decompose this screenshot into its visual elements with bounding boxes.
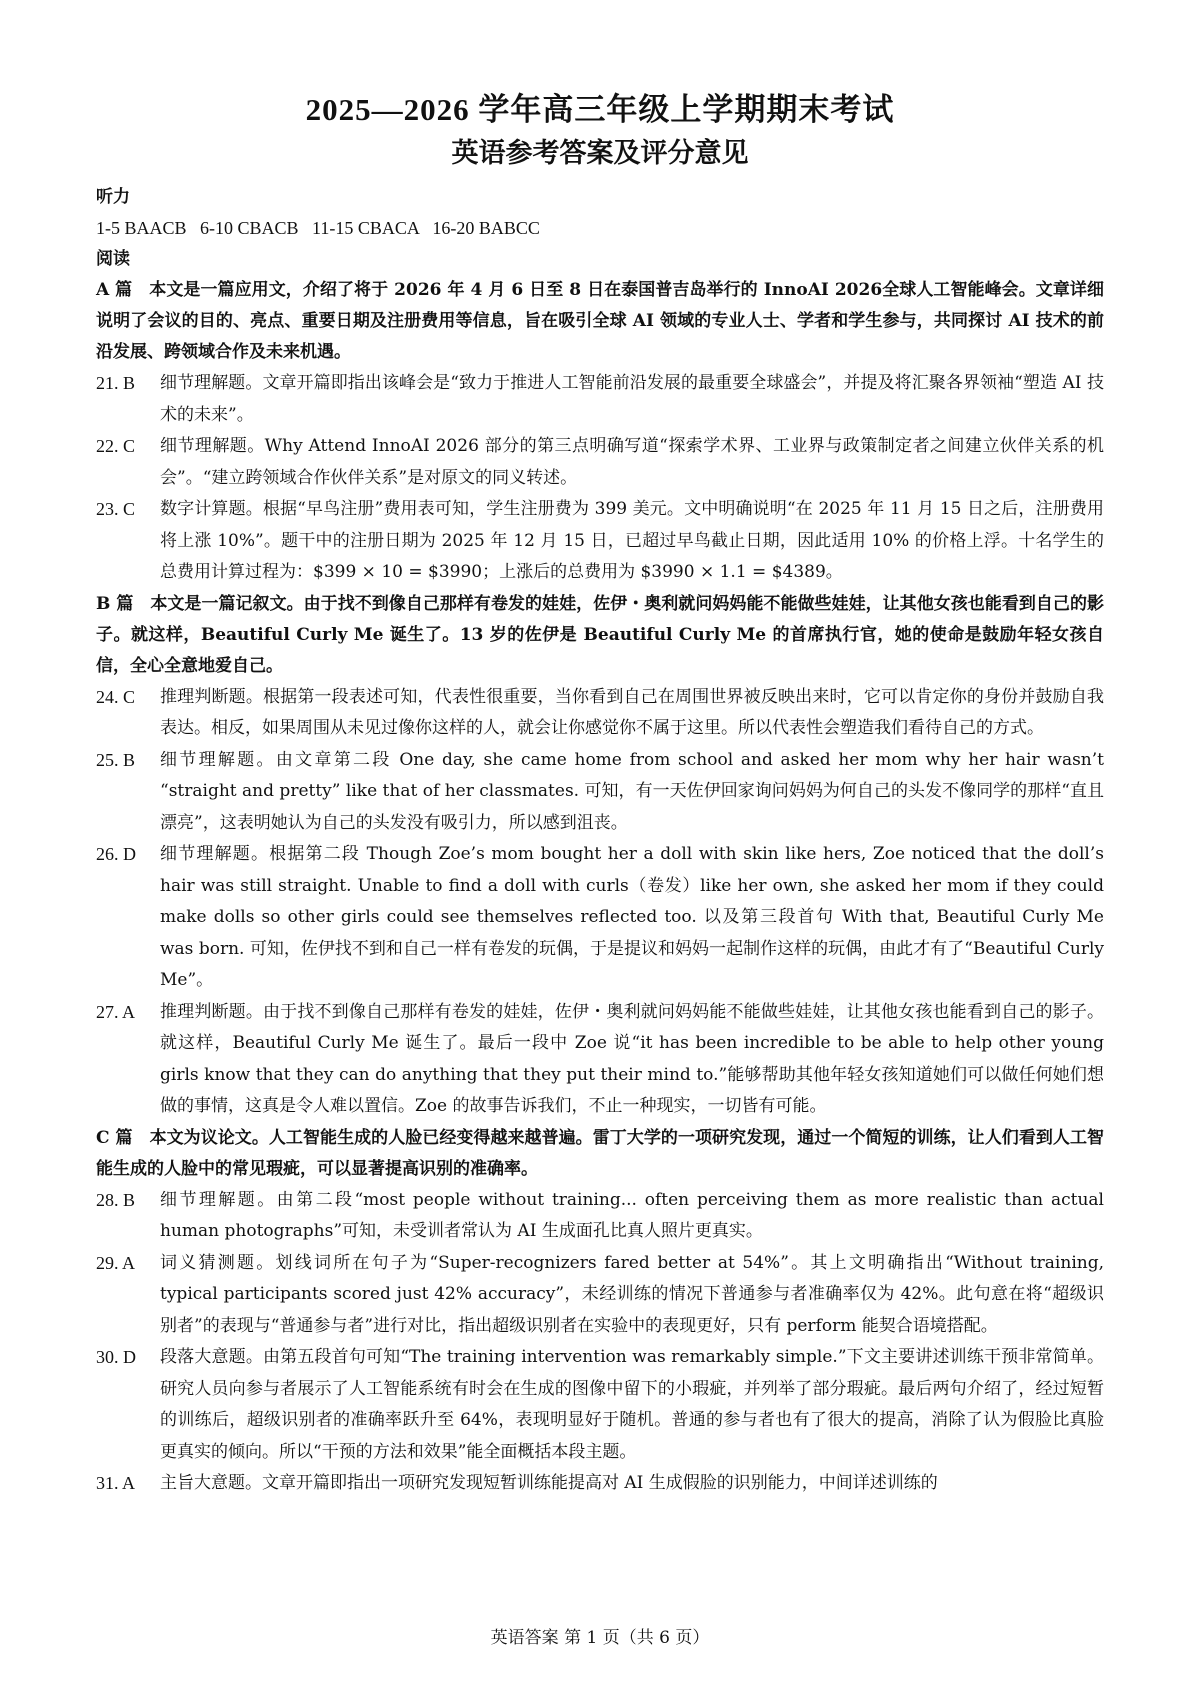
answer-item — [96, 997, 1104, 1123]
answer-number: 24. C — [96, 686, 136, 707]
answer-explanation: 细节理解题。文章开篇即指出该峰会是“致力于推进人工智能前沿发展的最重要全球盛会”，并提及将汇聚各界领袖“塑造 AI 技术的未来”。 — [160, 373, 1104, 425]
answer-item — [96, 1185, 1104, 1248]
answer-number: 31. A — [96, 1473, 136, 1493]
answer-number: 26. D — [96, 844, 136, 864]
answer-explanation: 细节理解题。由第二段“most people without training... often perceiving them as more realistic than actual human photographs”可知，未受训者常认为 AI 生成面孔比真人照片更真实。 — [160, 1189, 1104, 1241]
answer-key-subtitle: 英语参考答案及评分意见 — [451, 138, 749, 169]
answer-number: 23. C — [96, 499, 136, 519]
answer-item — [96, 1342, 1104, 1468]
listening-answers: 1-5 BAACB 6-10 CBACB 11-15 CBACA 16-20 BABCC — [96, 218, 540, 238]
answer-explanation: 细节理解题。根据第二段 Though Zoe’s mom bought her a doll with skin like hers, Zoe noticed that the doll’s hair was still straight. Unable to find a doll with curls（卷发）like her own, she asked her mom if they could make dolls so other girls could see themselves reflected too. 以及第三段首句 With that, Beautiful Curly Me was born. 可知，佐伊找不到和自己一样有卷发的玩偶，于是提议和妈妈一起制作这样的玩偶，由此才有了“Beautiful Curly Me”。 — [160, 844, 1104, 990]
answer-item — [96, 431, 1104, 494]
answer-explanation: 主旨大意题。文章开篇即指出一项研究发现短暂训练能提高对 AI 生成假脸的识别能力，中间详述训练的 — [160, 1473, 938, 1493]
answer-number: 29. A — [96, 1252, 136, 1273]
passage-b-summary: B 篇 本文是一篇记叙文。由于找不到像自己那样有卷发的娃娃，佐伊・奥利就问妈妈能不能做些娃娃，让其他女孩也能看到自己的影子。就这样，Beautiful Curly Me 诞生了。13 岁的佐伊是 Beautiful Curly Me 的首席执行官，她的使命是鼓励年轻女孩自信，全心全意地爱自己。 — [96, 593, 1104, 676]
exam-title: 2025—2026 学年高三年级上学期期末考试 — [305, 92, 895, 127]
passage-c-summary: C 篇 本文为议论文。人工智能生成的人脸已经变得越来越普遍。雷丁大学的一项研究发现，通过一个简短的训练，让人们看到人工智能生成的人脸中的常见瑕疵，可以显著提高识别的准确率。 — [96, 1127, 1104, 1179]
answer-explanation: 词义猜测题。划线词所在句子为“Super-recognizers fared better at 54%”。其上文明确指出“Without training, typical participants scored just 42% accuracy”，未经训练的情况下普通参与者准确率仅为 42%。此句意在将“超级识别者”的表现与“普通参与者”进行对比，指出超级识别者在实验中的表现更好，只有 perform 能契合语境搭配。 — [160, 1252, 1104, 1336]
listening-heading: 听力 — [96, 187, 130, 207]
reading-heading: 阅读 — [96, 249, 130, 269]
answer-number: 22. C — [96, 436, 136, 456]
answer-number: 25. B — [96, 749, 136, 770]
answer-item — [96, 368, 1104, 431]
answer-explanation: 数字计算题。根据“早鸟注册”费用表可知，学生注册费为 399 美元。文中明确说明“在 2025 年 11 月 15 日之后，注册费用将上涨 10%”。题干中的注册日期为 2025 年 12 月 15 日，已超过早鸟截止日期，因此适用 10% 的价格上浮。十名学生的总费用计算过程为：$399 × 10 = $3990；上涨后的总费用为 $3990 × 1.1 = $4389。 — [160, 499, 1104, 582]
answer-item — [96, 1248, 1104, 1343]
answer-number: 30. D — [96, 1347, 136, 1367]
answer-item — [96, 494, 1104, 589]
passage-a-summary: A 篇 本文是一篇应用文，介绍了将于 2026 年 4 月 6 日至 8 日在泰国普吉岛举行的 InnoAI 2026全球人工智能峰会。文章详细说明了会议的目的、亮点、重要日期及注册费用等信息，旨在吸引全球 AI 领域的专业人士、学者和学生参与，共同探讨 AI 技术的前沿发展、跨领域合作及未来机遇。 — [96, 280, 1104, 362]
answer-explanation: 推理判断题。由于找不到像自己那样有卷发的娃娃，佐伊・奥利就问妈妈能不能做些娃娃，让其他女孩也能看到自己的影子。就这样，Beautiful Curly Me 诞生了。最后一段中 Zoe 说“it has been incredible to be able to help other young girls know that they can do anything that they put their mind to.”能够帮助其他年轻女孩知道她们可以做任何她们想做的事情，这真是令人难以置信。Zoe 的故事告诉我们，不止一种现实，一切皆有可能。 — [160, 1001, 1104, 1116]
answer-explanation: 段落大意题。由第五段首句可知“The training intervention was remarkably simple.”下文主要讲述训练干预非常简单。研究人员向参与者展示了人工智能系统有时会在生成的图像中留下的小瑕疵，并列举了部分瑕疵。最后两句介绍了，经过短暂的训练后，超级识别者的准确率跃升至 64%，表现明显好于随机。普通的参与者也有了很大的提高，消除了认为假脸比真脸更真实的倾向。所以“干预的方法和效果”能全面概括本段主题。 — [160, 1347, 1104, 1462]
answer-item — [96, 839, 1104, 997]
page-footer: 英语答案 第 1 页（共 6 页） — [490, 1628, 710, 1648]
answer-item — [96, 682, 1104, 745]
answer-number: 27. A — [96, 1001, 136, 1022]
answer-explanation: 细节理解题。Why Attend InnoAI 2026 部分的第三点明确写道“探索学术界、工业界与政策制定者之间建立伙伴关系的机会”。“建立跨领域合作伙伴关系”是对原文的同义转述。 — [160, 436, 1104, 488]
answer-number: 21. B — [96, 373, 136, 393]
answer-item — [96, 745, 1104, 840]
answer-explanation: 推理判断题。根据第一段表述可知，代表性很重要，当你看到自己在周围世界被反映出来时，它可以肯定你的身份并鼓励自我表达。相反，如果周围从未见过像你这样的人，就会让你感觉你不属于这里。所以代表性会塑造我们看待自己的方式。 — [160, 686, 1104, 738]
answer-explanation: 细节理解题。由文章第二段 One day, she came home from school and asked her mom why her hair wasn’t “straight and pretty” like that of her classmates. 可知，有一天佐伊回家询问妈妈为何自己的头发不像同学的那样“直且漂亮”，这表明她认为自己的头发没有吸引力，所以感到沮丧。 — [160, 749, 1104, 833]
answer-item — [96, 1468, 1104, 1500]
answer-number: 28. B — [96, 1189, 136, 1210]
